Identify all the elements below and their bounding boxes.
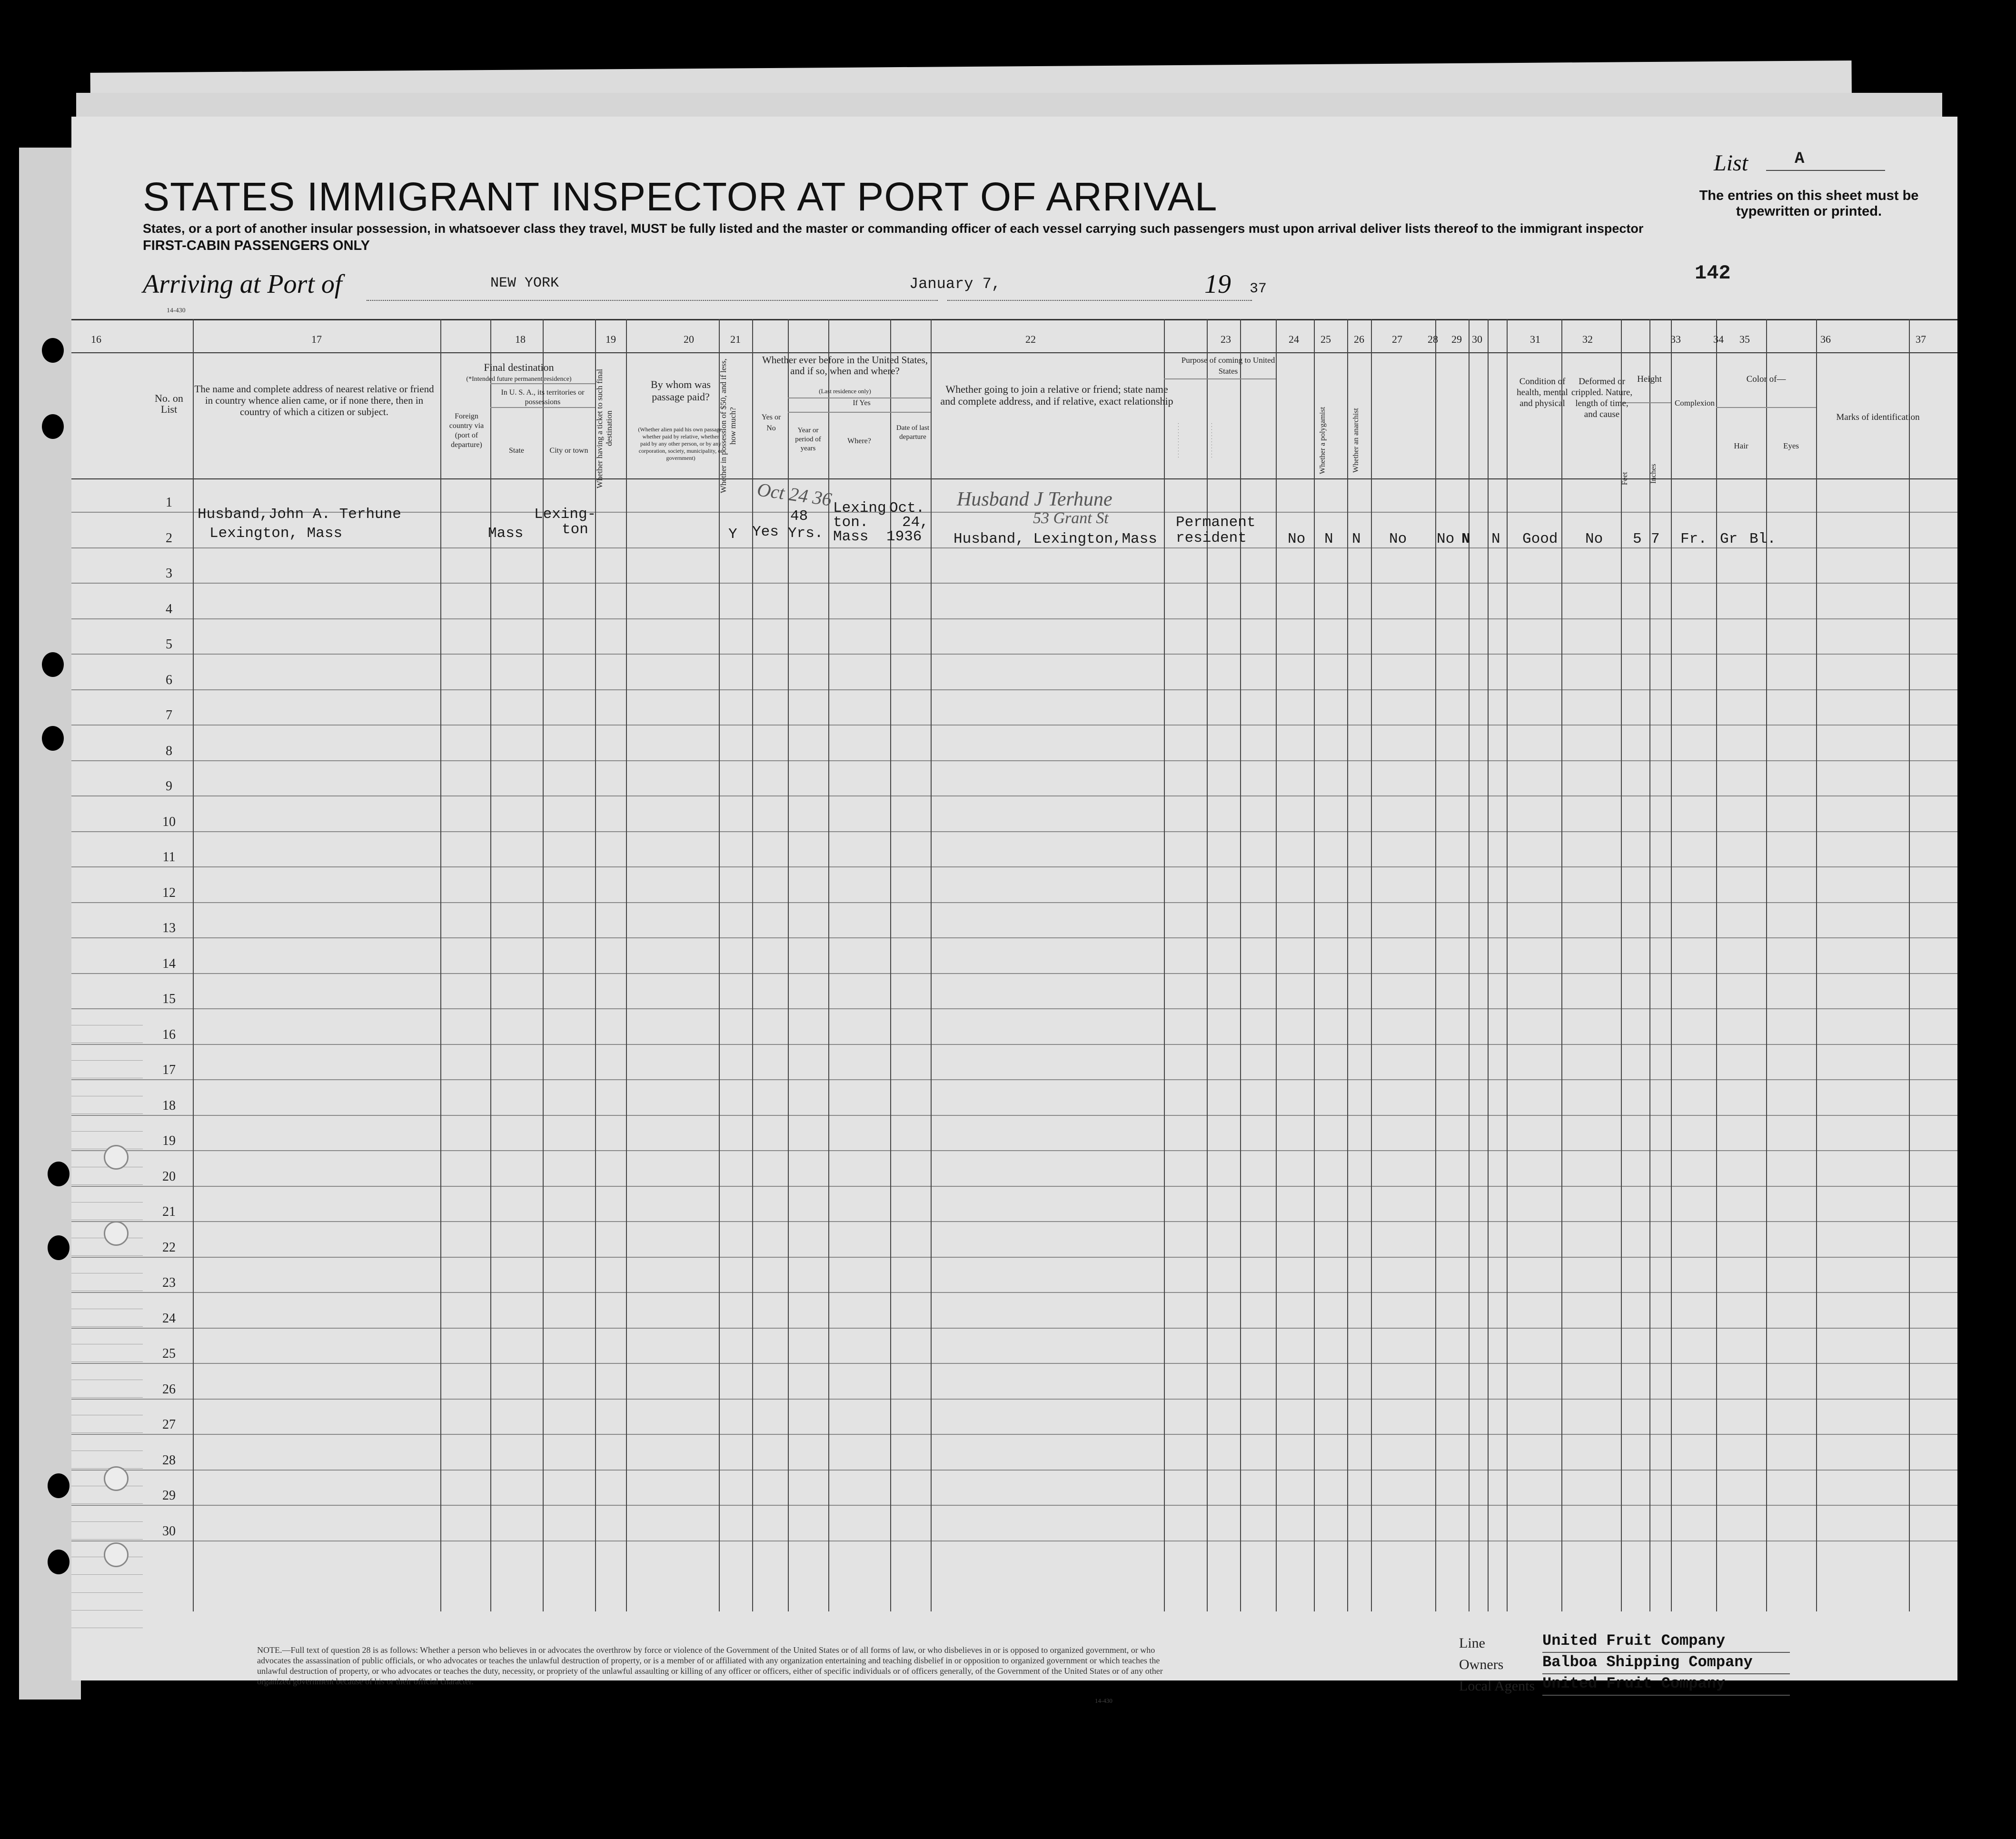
row-rule: [71, 1008, 1957, 1009]
handwritten-date: Oct 24 36: [755, 478, 834, 510]
subheader-rule: [490, 407, 595, 408]
list-value: A: [1795, 150, 1805, 168]
header-before-in-us: Whether ever before in the United States, and if so, when and where?: [762, 354, 928, 377]
entry-purpose-line1: Permanent: [1176, 514, 1256, 531]
column-number: 24: [1289, 333, 1299, 345]
row-number: 1: [166, 495, 172, 510]
row-number: 19: [162, 1133, 176, 1148]
agents-label: Local Agents: [1459, 1678, 1535, 1694]
header-feet: Feet: [1621, 472, 1629, 485]
punch-ring: [104, 1145, 129, 1170]
row-number: 14: [162, 956, 176, 971]
row-rule: [71, 1221, 1957, 1222]
row-rule: [71, 866, 1957, 867]
row-number: 25: [162, 1346, 176, 1361]
column-rule: [1671, 319, 1672, 1611]
header-fifty-dollars: Whether in possession of $50, and if less, how much?: [719, 358, 737, 494]
margin-rule: [71, 1539, 143, 1540]
column-rule: [626, 319, 627, 1611]
entry-eyes: Bl.: [1749, 531, 1776, 547]
header-deformed: Deformed or crippled. Nature, length of time, and cause: [1571, 377, 1633, 419]
row-rule: [71, 1292, 1957, 1293]
header-final-destination: Final destination: [484, 361, 554, 373]
column-number: 35: [1739, 333, 1750, 345]
row-number: 15: [162, 992, 176, 1006]
row-rule: [71, 1186, 1957, 1187]
row-rule: [71, 1044, 1957, 1045]
row-number: 6: [166, 672, 172, 687]
column-number: 33: [1670, 333, 1681, 345]
header-years: Year or period of years: [795, 427, 821, 452]
row-rule: [71, 1470, 1957, 1471]
column-rule: [788, 319, 789, 1611]
manifest-sheet: [71, 117, 1957, 1704]
column-rule: [193, 319, 194, 1611]
port-value: NEW YORK: [490, 275, 559, 291]
row-number: 24: [162, 1311, 176, 1326]
handwritten-address: 53 Grant St: [1033, 509, 1109, 527]
header-before-in-us-note: (Last residence only): [819, 388, 871, 395]
entry-col31: N: [1491, 531, 1500, 547]
column-rule: [1276, 319, 1277, 1611]
entry-complexion: Fr.: [1680, 531, 1707, 547]
margin-rule: [71, 1060, 143, 1061]
sheet-instructions: The entries on this sheet must be typewritten or printed.: [1699, 188, 1919, 219]
row-number: 9: [166, 779, 172, 794]
column-number: 26: [1354, 333, 1364, 345]
row-number: 30: [162, 1523, 176, 1539]
column-number: 21: [730, 333, 741, 345]
form-code: 14-430: [167, 307, 186, 314]
row-rule: [71, 654, 1957, 655]
header-passage-paid: By whom was passage paid?: [651, 378, 711, 403]
row-rule: [71, 902, 1957, 903]
entry-deformed: No: [1585, 531, 1603, 547]
handwritten-join: Husband J Terhune: [957, 488, 1112, 510]
header-state: State: [509, 447, 524, 455]
margin-rule: [71, 1432, 143, 1433]
punch-hole: [42, 652, 64, 677]
entry-inches: 7: [1651, 531, 1660, 547]
column-number: 22: [1025, 333, 1036, 345]
punch-hole: [42, 414, 64, 439]
entry-health: Good: [1522, 531, 1558, 547]
row-rule: [71, 1434, 1957, 1435]
entry-col25: No: [1288, 531, 1306, 547]
row-rule: [71, 1328, 1957, 1329]
list-underline: [1766, 170, 1885, 171]
header-rule: [71, 352, 1957, 353]
list-label: List: [1714, 150, 1748, 176]
row-number: 3: [166, 566, 172, 581]
column-number: 23: [1221, 333, 1231, 345]
column-number: 25: [1321, 333, 1331, 345]
entry-where-line3: Mass: [833, 528, 869, 545]
column-number: 20: [684, 333, 694, 345]
year-suffix: 37: [1250, 281, 1267, 297]
column-number: 28: [1428, 333, 1438, 345]
header-col24-sub-b: · · · · · · · · · · · ·: [1209, 422, 1215, 458]
column-number: 16: [91, 333, 101, 345]
column-rule: [1716, 319, 1717, 1611]
column-number: 37: [1916, 333, 1926, 345]
punch-hole: [48, 1473, 70, 1498]
row-number: 18: [162, 1098, 176, 1113]
column-rule: [719, 319, 720, 1611]
row-rule: [71, 618, 1957, 619]
entry-where-line2: ton.: [833, 514, 869, 531]
arriving-label: Arriving at Port of: [143, 269, 342, 299]
row-number: 23: [162, 1275, 176, 1290]
header-eyes: Eyes: [1783, 441, 1799, 450]
header-polygamist: Whether a polygamist: [1319, 407, 1327, 474]
header-ticket: Whether having a ticket to such final destination: [595, 368, 614, 488]
row-number: 10: [162, 814, 176, 829]
margin-rule: [71, 1255, 143, 1256]
year-prefix: 19: [1204, 269, 1231, 299]
header-col24-sub-a: · · · · · · · · · · · ·: [1176, 422, 1182, 458]
header-in-usa: In U. S. A., its territories or possessions: [501, 388, 585, 406]
agents-underline: [1542, 1695, 1790, 1696]
row-rule: [71, 1150, 1957, 1151]
entry-relative-line2: Lexington, Mass: [209, 525, 343, 542]
row-number: 8: [166, 743, 172, 758]
punch-hole: [42, 338, 64, 363]
header-anarchist: Whether an anarchist: [1352, 408, 1360, 473]
entry-col27: N: [1352, 531, 1361, 547]
column-number: 17: [311, 333, 322, 345]
line-label: Line: [1459, 1635, 1485, 1651]
entry-city-line2: ton: [562, 521, 588, 538]
entry-col26: N: [1324, 531, 1333, 547]
header-no-on-list: No. on List: [155, 392, 183, 415]
punch-hole: [48, 1550, 70, 1574]
row-number: 26: [162, 1382, 176, 1397]
header-nearest-relative: The name and complete address of nearest relative or friend in country whence alien came, or if none there, then in country of which a citizen or subject.: [194, 383, 434, 418]
row-rule: [71, 583, 1957, 584]
row-number: 29: [162, 1488, 176, 1503]
margin-rule: [71, 1131, 143, 1132]
entry-departure-line2: 24,: [902, 514, 929, 531]
entry-state: Mass: [488, 525, 524, 542]
row-number: 11: [162, 850, 176, 865]
header-complexion: Complexion: [1674, 398, 1715, 408]
header-city: City or town: [549, 447, 588, 455]
row-number: 2: [166, 530, 172, 546]
header-passage-paid-note: (Whether alien paid his own passage, whether paid by relative, whether paid by any other person, or by any corporation, society, municipality, or government): [638, 426, 724, 461]
header-if-yes: If Yes: [853, 399, 871, 407]
row-rule: [71, 1363, 1957, 1364]
margin-rule: [71, 1468, 143, 1469]
row-number: 4: [166, 601, 172, 616]
header-foreign-country: Foreign country via (port of departure): [449, 412, 484, 449]
header-hair: Hair: [1734, 441, 1748, 450]
row-number: 28: [162, 1452, 176, 1468]
column-number: 19: [606, 333, 616, 345]
form-title: STATES IMMIGRANT INSPECTOR AT PORT OF ARRIVAL: [143, 174, 1218, 219]
owners-label: Owners: [1459, 1657, 1504, 1672]
subheader-rule: [1164, 378, 1276, 379]
row-rule: [71, 937, 1957, 938]
entry-where-line1: Lexing: [833, 500, 886, 517]
margin-rule: [71, 1184, 143, 1185]
entry-col30: N: [1461, 531, 1470, 547]
header-marks: Marks of identification: [1836, 412, 1920, 422]
entry-years-line1: 48: [790, 508, 808, 525]
row-number: 17: [162, 1063, 176, 1077]
margin-rule: [71, 1592, 143, 1593]
form-subtitle-class: FIRST-CABIN PASSENGERS ONLY: [143, 238, 370, 253]
margin-rule: [71, 1113, 143, 1114]
punch-hole: [42, 726, 64, 751]
column-number: 34: [1713, 333, 1724, 345]
entry-departure-line1: Oct.: [889, 500, 925, 517]
owners-value: Balboa Shipping Company: [1542, 1653, 1753, 1671]
row-rule: [71, 1115, 1957, 1116]
column-rule: [1766, 319, 1767, 1611]
column-rule: [931, 319, 932, 1611]
header-yes-no: Yes or No: [761, 413, 781, 432]
owners-underline: [1542, 1673, 1790, 1674]
column-number: 36: [1820, 333, 1831, 345]
entry-col29: No: [1437, 531, 1455, 547]
column-rule: [1507, 319, 1508, 1611]
page-number: 142: [1695, 262, 1731, 285]
row-number: 7: [166, 708, 172, 723]
entry-hair: Gr: [1720, 531, 1738, 547]
row-rule: [71, 760, 1957, 761]
punch-ring: [104, 1466, 129, 1491]
column-rule: [1488, 319, 1489, 1611]
row-rule: [71, 795, 1957, 796]
header-join-relative: Whether going to join a relative or friend; state name and complete address, and if relative, exact relationship: [940, 383, 1173, 407]
entry-years-line2: Yrs.: [788, 525, 824, 542]
header-final-destination-note: (*Intended future permanent residence): [466, 376, 572, 383]
entry-purpose-line2: resident: [1176, 530, 1247, 547]
line-value: United Fruit Company: [1542, 1632, 1726, 1650]
margin-rule: [71, 1521, 143, 1522]
column-rule: [828, 319, 829, 1611]
entry-col28: No: [1389, 531, 1407, 547]
row-rule: [71, 1079, 1957, 1080]
punch-ring: [104, 1542, 129, 1567]
table-top-rule: [71, 319, 1957, 320]
column-rule: [1469, 319, 1470, 1611]
date-value: January 7,: [909, 275, 1001, 293]
line-underline: [1542, 1652, 1790, 1653]
row-number: 12: [162, 885, 176, 900]
row-number: 21: [162, 1204, 176, 1219]
column-rule: [440, 319, 441, 1611]
column-rule: [1240, 319, 1241, 1611]
entry-departure-line3: 1936: [886, 528, 922, 545]
date-underline: [947, 300, 1252, 301]
header-color-of: Color of—: [1746, 374, 1786, 384]
column-rule: [1561, 319, 1562, 1611]
column-rule: [1371, 319, 1372, 1611]
entry-relative-line1: Husband,John A. Terhune: [198, 506, 401, 523]
column-rule: [752, 319, 753, 1611]
column-rule: [1207, 319, 1208, 1611]
column-rule: [1649, 319, 1650, 1611]
header-where: Where?: [847, 437, 871, 445]
entry-money: Y: [728, 526, 737, 543]
row-rule: [71, 1399, 1957, 1400]
row-rule: [71, 831, 1957, 832]
row-rule: [71, 1257, 1957, 1258]
row-number: 20: [162, 1169, 176, 1184]
column-rule: [1435, 319, 1436, 1611]
header-height: Height: [1637, 374, 1662, 384]
margin-rule: [71, 1202, 143, 1203]
column-number: 32: [1582, 333, 1593, 345]
header-health: Condition of health, mental and physical: [1517, 377, 1568, 408]
column-number: 18: [515, 333, 526, 345]
punch-hole: [48, 1235, 70, 1260]
column-rule: [1314, 319, 1315, 1611]
row-rule: [71, 973, 1957, 974]
column-rule: [1164, 319, 1165, 1611]
entry-city-line1: Lexing-: [534, 506, 596, 523]
row-number: 5: [166, 637, 172, 652]
column-rule: [1909, 319, 1910, 1611]
punch-hole: [48, 1162, 70, 1186]
column-rule: [1621, 319, 1622, 1611]
subheader-rule: [788, 412, 931, 413]
column-number: 31: [1530, 333, 1540, 345]
column-number: 27: [1392, 333, 1402, 345]
row-rule: [71, 1505, 1957, 1506]
question-28-note: NOTE.—Full text of question 28 is as follows: Whether a person who believes in or advocates the overthrow by force or violence of the Government of the United States or of all forms of law, or who disbelieves in or is opposed to organized government, or who advocates the assassination of public officials, or who advocates or teaches the unlawful destruction of property, or is a member of or affiliated with any organization entertaining and teaching disbelief in or opposition to organized government or which teaches the unlawful destruction of property, or who advocates or teaches the duty, necessity, or propriety of the unlawful assaulting or killing of any officer or officers, either of specific individuals or of officers generally, of the Government of the United States or of any other organized government because of his or their official character.: [257, 1645, 1163, 1686]
subheader-rule: [1716, 407, 1816, 408]
column-number: 29: [1451, 333, 1462, 345]
header-inches: Inches: [1649, 464, 1658, 484]
entry-join: Husband, Lexington,Mass: [953, 531, 1157, 547]
row-number: 16: [162, 1027, 176, 1042]
punch-ring: [104, 1221, 129, 1246]
row-number: 22: [162, 1240, 176, 1255]
margin-rule: [71, 1326, 143, 1327]
column-rule: [490, 319, 491, 1611]
margin-rule: [71, 1574, 143, 1575]
port-underline: [367, 300, 938, 301]
note-form-code: 14-430: [1095, 1697, 1112, 1704]
row-rule: [71, 725, 1957, 726]
row-number: 27: [162, 1417, 176, 1432]
form-subtitle: States, or a port of another insular possession, in whatsoever class they travel, MUST be fully listed and the master or commanding officer of each vessel carrying such passengers must upon arrival deliver lists thereof to the immigrant inspector: [143, 221, 1644, 236]
agents-value: United Fruit Company: [1542, 1675, 1726, 1692]
entry-feet: 5: [1633, 531, 1642, 547]
header-purpose: Purpose of coming to United States: [1181, 356, 1275, 376]
row-number: 13: [162, 921, 176, 935]
column-rule: [1816, 319, 1817, 1611]
column-number: 30: [1472, 333, 1482, 345]
column-rule: [1347, 319, 1348, 1611]
margin-rule: [71, 1503, 143, 1504]
row-rule: [71, 689, 1957, 690]
header-departure: Date of last departure: [896, 424, 930, 441]
margin-rule: [71, 1397, 143, 1398]
entry-before-yes: Yes: [752, 524, 779, 540]
